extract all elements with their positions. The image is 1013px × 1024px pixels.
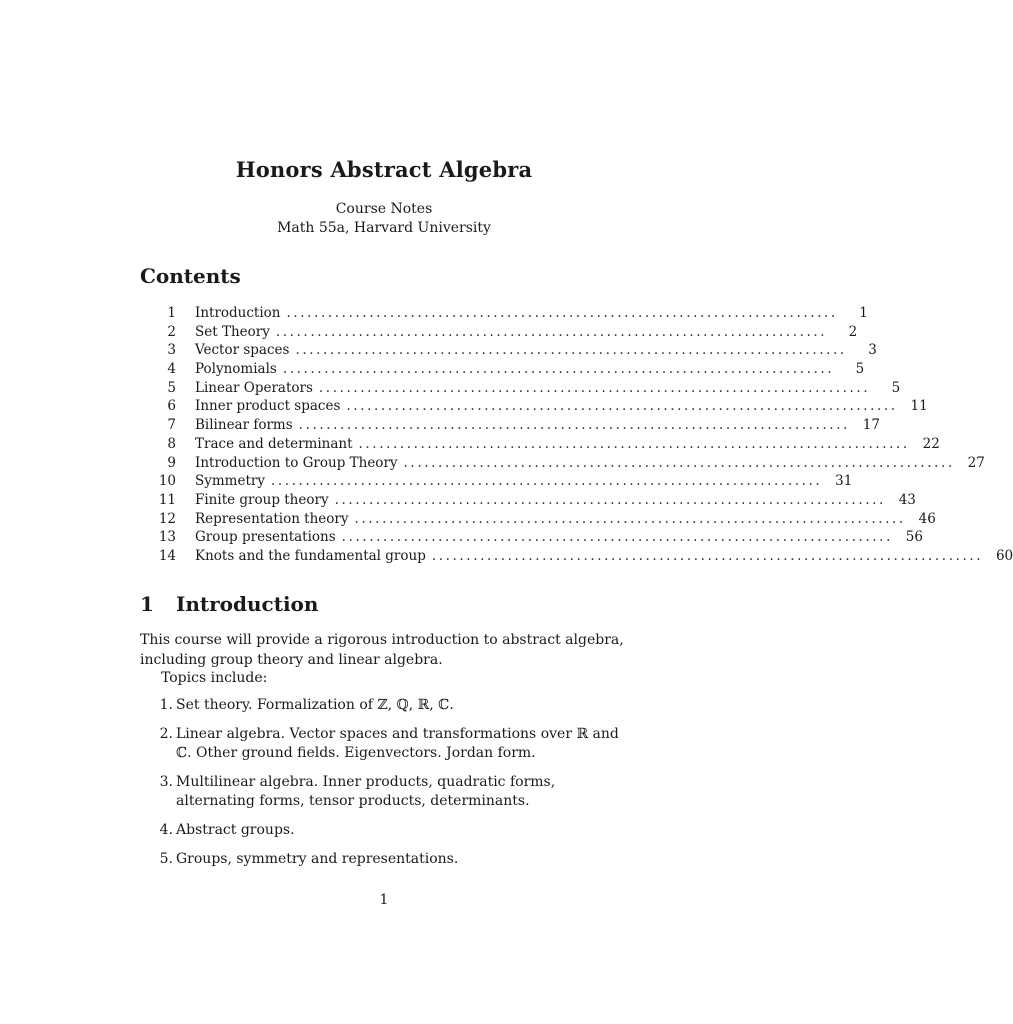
- list-item: [140, 696, 630, 715]
- list-item-number: 3.: [159, 774, 173, 790]
- toc-entry-number: 3: [167, 342, 176, 359]
- toc-entry-number: 1: [167, 305, 176, 321]
- toc-entry-number: 9: [167, 454, 176, 471]
- toc-entry[interactable]: [140, 435, 940, 455]
- toc-entry-page: 5: [855, 361, 865, 378]
- toc-entry[interactable]: [140, 454, 985, 474]
- list-item-text: Multilinear algebra. Inner products, quadratic forms, alternating forms, tensor products, determinants.: [176, 774, 556, 809]
- section-number: 1: [140, 592, 154, 616]
- toc-entry-title: Group presentations: [195, 529, 336, 546]
- toc-leader-dots: ................................................................................: [282, 361, 835, 378]
- toc-entry[interactable]: [140, 323, 858, 343]
- toc-entry-title: Finite group theory: [195, 491, 329, 508]
- toc-entry-number: 5: [167, 379, 176, 396]
- list-item-number: 2.: [159, 726, 173, 742]
- toc-entry[interactable]: [140, 529, 923, 548]
- toc-entry-page: 1: [859, 305, 868, 321]
- toc-entry-number: 10: [158, 473, 176, 490]
- toc-entry-number: 12: [158, 510, 176, 527]
- toc-leader-dots: ................................................................................: [403, 454, 955, 471]
- table-of-contents: [140, 305, 1013, 567]
- toc-entry-page: 43: [898, 491, 916, 508]
- list-item: [140, 725, 630, 763]
- toc-entry-title: Inner product spaces: [195, 398, 341, 415]
- toc-entry[interactable]: [140, 491, 916, 511]
- toc-leader-dots: ................................................................................: [431, 547, 984, 564]
- toc-entry-page: 27: [967, 454, 985, 471]
- toc-leader-dots: ................................................................................: [295, 342, 847, 359]
- toc-entry-number: 13: [158, 529, 176, 546]
- toc-leader-dots: ................................................................................: [275, 323, 828, 340]
- topics-intro: Topics include:: [161, 670, 268, 686]
- toc-leader-dots: ................................................................................: [334, 491, 886, 508]
- toc-leader-dots: ................................................................................: [286, 305, 838, 321]
- list-item-text: Groups, symmetry and representations.: [176, 851, 459, 867]
- toc-entry[interactable]: [140, 398, 928, 417]
- page-number: 1: [379, 892, 389, 908]
- toc-entry-page: 60: [995, 547, 1013, 564]
- subtitle-institution: Math 55a, Harvard University: [277, 220, 491, 236]
- toc-entry-number: 14: [158, 547, 176, 564]
- toc-leader-dots: ................................................................................: [298, 417, 850, 434]
- list-item: [140, 821, 630, 840]
- toc-entry[interactable]: [140, 547, 1013, 567]
- subtitle-course-notes: Course Notes: [335, 201, 433, 217]
- toc-entry-title: Bilinear forms: [195, 417, 293, 434]
- toc-leader-dots: ................................................................................: [358, 435, 910, 452]
- toc-leader-dots: ................................................................................: [354, 510, 906, 527]
- toc-entry-page: 31: [835, 473, 853, 490]
- list-item-number: 1.: [159, 697, 173, 713]
- toc-entry[interactable]: [140, 473, 853, 492]
- toc-leader-dots: ................................................................................: [341, 529, 893, 546]
- toc-leader-dots: ................................................................................: [346, 398, 898, 415]
- toc-entry-page: 3: [868, 342, 877, 359]
- toc-entry-number: 4: [167, 361, 176, 378]
- toc-entry-page: 11: [910, 398, 928, 415]
- toc-entry-page: 17: [862, 417, 880, 434]
- toc-entry[interactable]: [140, 379, 901, 399]
- toc-entry-page: 5: [891, 379, 901, 396]
- list-item-number: 5.: [159, 851, 173, 867]
- toc-entry-page: 2: [848, 323, 858, 340]
- toc-entry[interactable]: [140, 417, 880, 436]
- toc-entry-title: Linear Operators: [195, 379, 313, 396]
- list-item-number: 4.: [159, 822, 173, 838]
- toc-entry-page: 22: [922, 435, 940, 452]
- intro-paragraph: This course will provide a rigorous introduction to abstract algebra, including group theory and linear algebra.: [140, 632, 624, 668]
- toc-entry-page: 56: [905, 529, 923, 546]
- toc-entry-number: 6: [167, 398, 176, 415]
- toc-entry-number: 8: [167, 435, 176, 452]
- toc-entry-title: Symmetry: [195, 473, 265, 490]
- toc-entry-title: Vector spaces: [195, 342, 290, 359]
- toc-leader-dots: ................................................................................: [270, 473, 823, 490]
- toc-entry-title: Polynomials: [195, 361, 277, 378]
- section-heading: [140, 592, 318, 616]
- section-title: Introduction: [176, 592, 319, 616]
- toc-entry-title: Knots and the fundamental group: [195, 547, 426, 564]
- toc-entry-title: Introduction to Group Theory: [195, 454, 398, 471]
- toc-entry-title: Set Theory: [195, 323, 270, 340]
- toc-entry[interactable]: [140, 361, 865, 380]
- toc-entry[interactable]: [140, 510, 936, 530]
- toc-entry-number: 7: [167, 417, 176, 434]
- toc-entry[interactable]: [140, 305, 868, 324]
- list-item-text: Abstract groups.: [176, 822, 295, 838]
- toc-leader-dots: ................................................................................: [318, 379, 871, 396]
- toc-entry-number: 11: [158, 491, 176, 508]
- toc-entry[interactable]: [140, 342, 877, 361]
- toc-entry-title: Representation theory: [195, 510, 349, 527]
- topics-list: [140, 696, 630, 879]
- toc-entry-number: 2: [167, 323, 176, 340]
- document-title: Honors Abstract Algebra: [235, 157, 533, 182]
- contents-heading: Contents: [140, 264, 241, 288]
- toc-entry-page: 46: [918, 510, 936, 527]
- list-item-text: Linear algebra. Vector spaces and transformations over ℝ and ℂ. Other ground fields. Eigenvectors. Jordan form.: [176, 726, 619, 761]
- toc-entry-title: Trace and determinant: [195, 435, 353, 452]
- list-item: [140, 773, 630, 811]
- list-item-text: Set theory. Formalization of ℤ, ℚ, ℝ, ℂ.: [176, 697, 454, 713]
- list-item: [140, 850, 630, 869]
- toc-entry-title: Introduction: [195, 305, 281, 321]
